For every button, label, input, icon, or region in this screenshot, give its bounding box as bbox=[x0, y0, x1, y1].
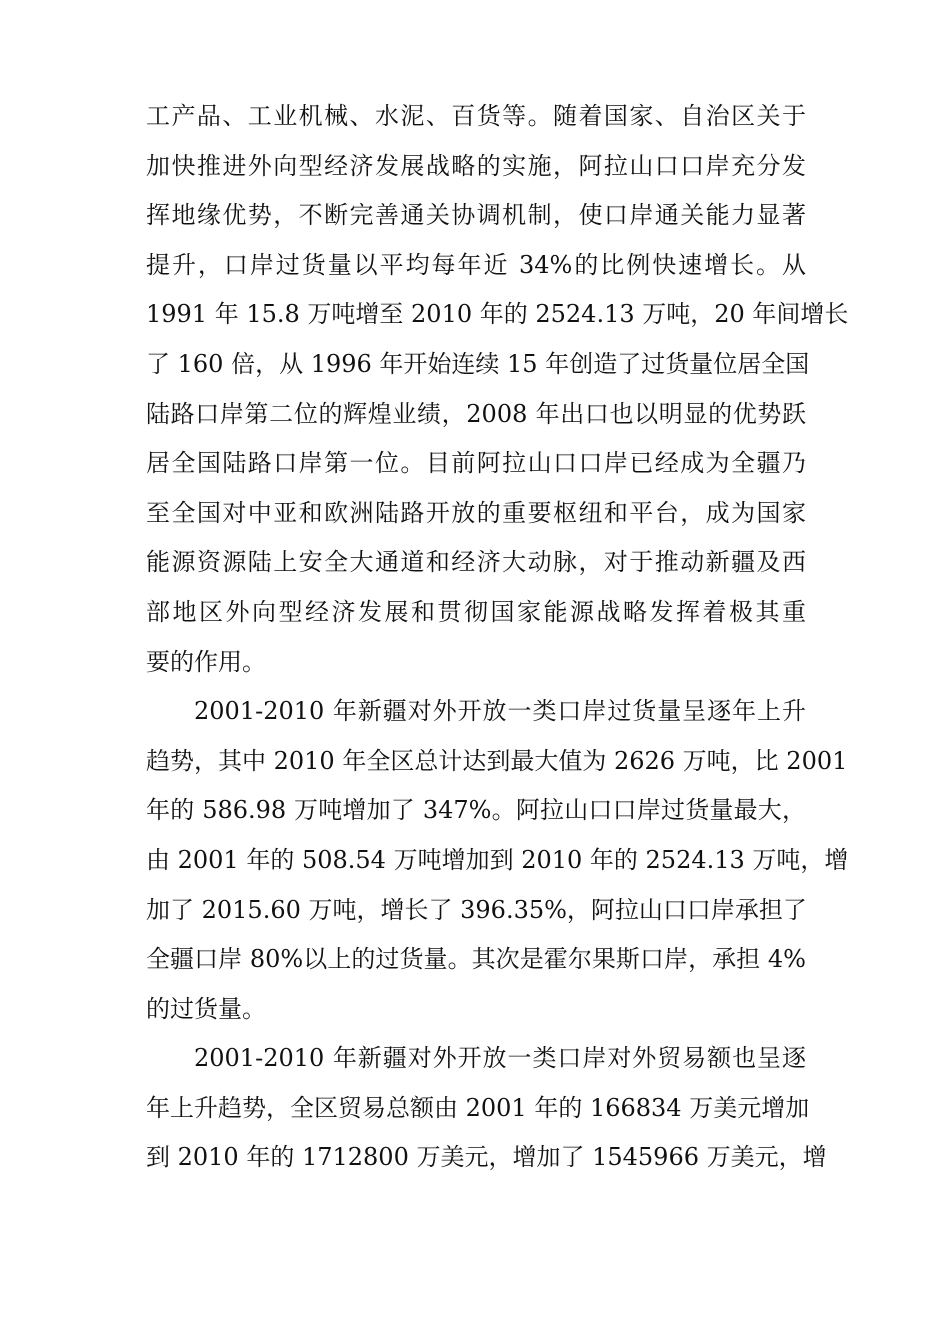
text-line: 提升，口岸过货量以平均每年近 34%的比例快速增长。从 bbox=[146, 250, 806, 279]
text-line: 由 2001 年的 508.54 万吨增加到 2010 年的 2524.13 万吨，增 bbox=[146, 845, 849, 874]
body-text bbox=[146, 92, 849, 1183]
paragraph-first-line: 2001-2010 年新疆对外开放一类口岸过货量呈逐年上升 bbox=[194, 697, 806, 726]
text-line: 趋势，其中 2010 年全区总计达到最大值为 2626 万吨，比 2001 bbox=[146, 746, 848, 775]
text-line: 的过货量。 bbox=[146, 994, 266, 1023]
text-line: 加快推进外向型经济发展战略的实施，阿拉山口口岸充分发 bbox=[146, 151, 806, 180]
text-line: 1991 年 15.8 万吨增至 2010 年的 2524.13 万吨，20 年间增长 bbox=[146, 300, 849, 329]
text-line: 居全国陆路口岸第一位。目前阿拉山口口岸已经成为全疆乃 bbox=[146, 449, 806, 478]
text-line: 到 2010 年的 1712800 万美元，增加了 1545966 万美元，增 bbox=[146, 1143, 827, 1172]
paragraph-first-line: 2001-2010 年新疆对外开放一类口岸对外贸易额也呈逐 bbox=[194, 1044, 806, 1073]
text-line: 全疆口岸 80%以上的过货量。其次是霍尔果斯口岸，承担 4% bbox=[146, 945, 806, 974]
text-line: 要的作用。 bbox=[146, 647, 266, 676]
text-line: 部地区外向型经济发展和贯彻国家能源战略发挥着极其重 bbox=[146, 597, 806, 626]
text-line: 挥地缘优势，不断完善通关协调机制，使口岸通关能力显著 bbox=[146, 201, 806, 230]
text-line: 能源资源陆上安全大通道和经济大动脉，对于推动新疆及西 bbox=[146, 548, 806, 577]
text-line: 年上升趋势，全区贸易总额由 2001 年的 166834 万美元增加 bbox=[146, 1093, 810, 1122]
text-line: 陆路口岸第二位的辉煌业绩，2008 年出口也以明显的优势跃 bbox=[146, 399, 806, 428]
text-line: 年的 586.98 万吨增加了 347%。阿拉山口口岸过货量最大， bbox=[146, 796, 806, 825]
text-line: 至全国对中亚和欧洲陆路开放的重要枢纽和平台，成为国家 bbox=[146, 498, 806, 527]
text-line: 工产品、工业机械、水泥、百货等。随着国家、自治区关于 bbox=[146, 102, 806, 130]
text-line: 加了 2015.60 万吨，增长了 396.35%，阿拉山口口岸承担了 bbox=[146, 895, 807, 924]
text-line: 了 160 倍，从 1996 年开始连续 15 年创造了过货量位居全国 bbox=[146, 349, 810, 378]
